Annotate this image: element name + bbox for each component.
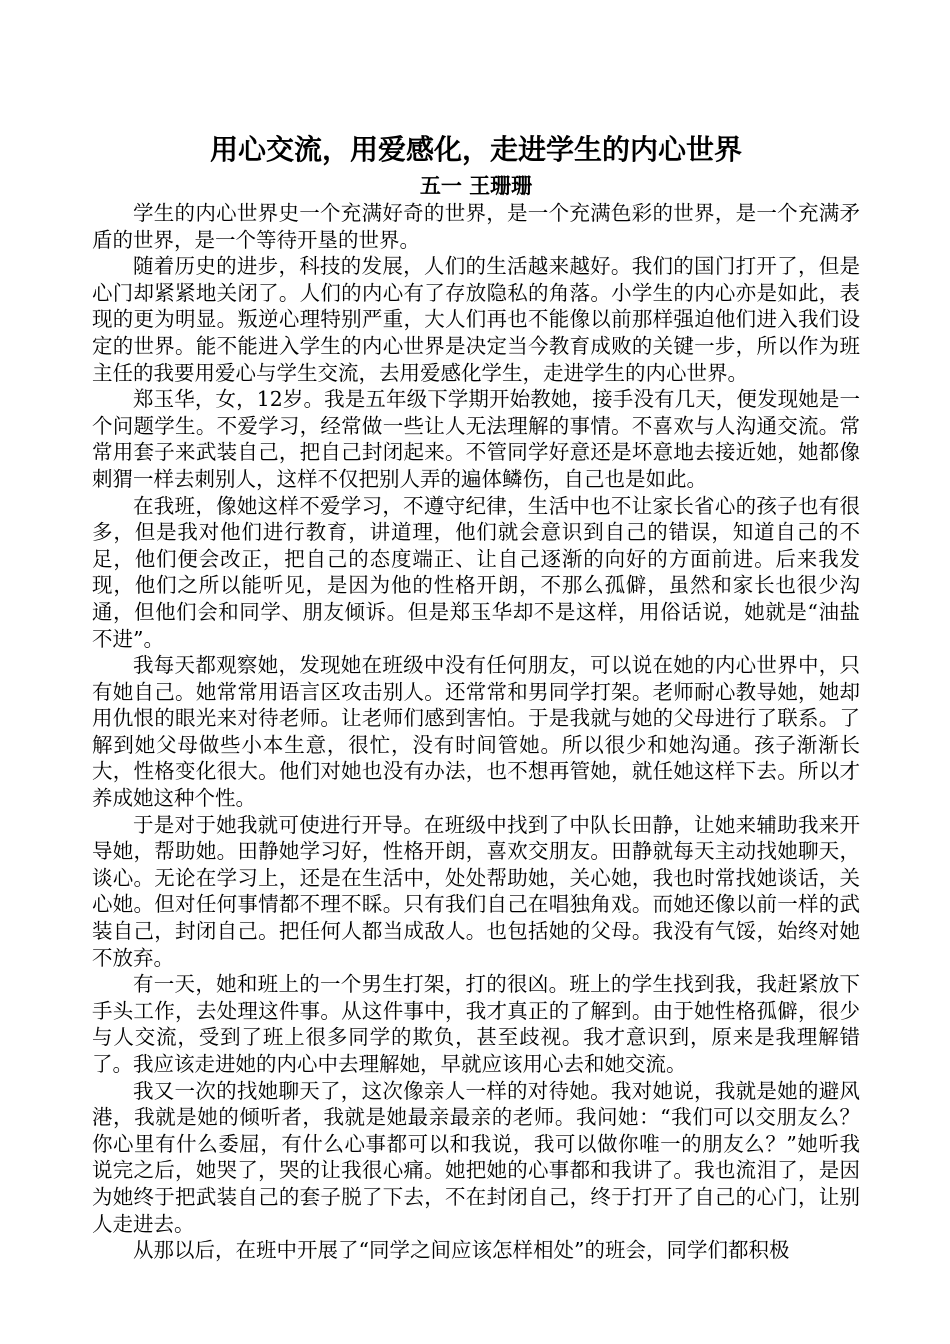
document-page [92,128,860,1264]
paragraph: 于是对于她我就可使进行开导。在班级中找到了中队长田静，让她来辅助我来开导她，帮助她。田静她学习好，性格开朗，喜欢交朋友。田静就每天主动找她聊天，谈心。无论在学习上，还是在生活中，处处帮助她，关心她，我也时常找她谈话，关心她。但对任何事情都不理不睬。只有我们自己在唱独角戏。而她还像以前一样的武装自己，封闭自己。把任何人都当成敌人。也包括她的父母。我没有气馁，始终对她不放弃。 [92,812,860,970]
paragraph: 郑玉华，女，12岁。我是五年级下学期开始教她，接手没有几天，便发现她是一个问题学生。不爱学习，经常做一些让人无法理解的事情。不喜欢与人沟通交流。常常用套子来武装自己，把自己封闭起来。不管同学好意还是坏意地去接近她，她都像刺猬一样去刺别人，这样不仅把别人弄的遍体鳞伤，自己也是如此。 [92,387,860,491]
paragraph: 随着历史的进步，科技的发展，人们的生活越来越好。我们的国门打开了，但是心门却紧紧地关闭了。人们的内心有了存放隐私的角落。小学生的内心亦是如此，表现的更为明显。叛逆心理特别严重，大人们再也不能像以前那样强迫他们进入我们设定的世界。能不能进入学生的内心世界是决定当今教育成败的关键一步，所以作为班主任的我要用爱心与学生交流，去用爱感化学生，走进学生的内心世界。 [92,254,860,385]
paragraph: 在我班，像她这样不爱学习，不遵守纪律，生活中也不让家长省心的孩子也有很多，但是我对他们进行教育，讲道理，他们就会意识到自己的错误，知道自己的不足，他们便会改正，把自己的态度端正、让自己逐渐的向好的方面前进。后来我发现，他们之所以能听见，是因为他的性格开朗，不那么孤僻，虽然和家长也很少沟通，但他们会和同学、朋友倾诉。但是郑玉华却不是这样，用俗话说，她就是“油盐不进”。 [92,493,860,651]
paragraph: 从那以后，在班中开展了“同学之间应该怎样相处”的班会，同学们都积极 [133,1238,790,1263]
document-title: 用心交流，用爱感化，走进学生的内心世界 [209,133,742,166]
paragraph: 我每天都观察她，发现她在班级中没有任何朋友，可以说在她的内心世界中，只有她自己。她常常用语言区攻击别人。还常常和男同学打架。老师耐心教导她，她却用仇恨的眼光来对待老师。让老师们感到害怕。于是我就与她的父母进行了联系。了解到她父母做些小本生意，很忙，没有时间管她。所以很少和她沟通。孩子渐渐长大，性格变化很大。他们对她也没有办法，也不想再管她，就任她这样下去。所以才养成她这种个性。 [92,653,860,811]
document-body [92,200,860,1264]
author-line: 五一 王珊珊 [419,173,533,198]
paragraph: 有一天，她和班上的一个男生打架，打的很凶。班上的学生找到我，我赶紧放下手头工作，去处理这件事。从这件事中，我才真正的了解到。由于她性格孤僻，很少与人交流，受到了班上很多同学的欺负，甚至歧视。我才意识到，原来是我理解错了。我应该走进她的内心中去理解她，早就应该用心去和她交流。 [92,972,860,1076]
paragraph: 学生的内心世界史一个充满好奇的世界，是一个充满色彩的世界，是一个充满矛盾的世界，是一个等待开垦的世界。 [92,201,860,252]
paragraph: 我又一次的找她聊天了，这次像亲人一样的对待她。我对她说，我就是她的避风港，我就是她的倾听者，我就是她最亲最亲的老师。我问她：“我们可以交朋友么？你心里有什么委屈，有什么心事都可以和我说，我可以做你唯一的朋友么？”她听我说完之后，她哭了，哭的让我很心痛。她把她的心事都和我讲了。我也流泪了，是因为她终于把武装自己的套子脱了下去，不在封闭自己，终于打开了自己的心门，让别人走进去。 [92,1078,860,1236]
